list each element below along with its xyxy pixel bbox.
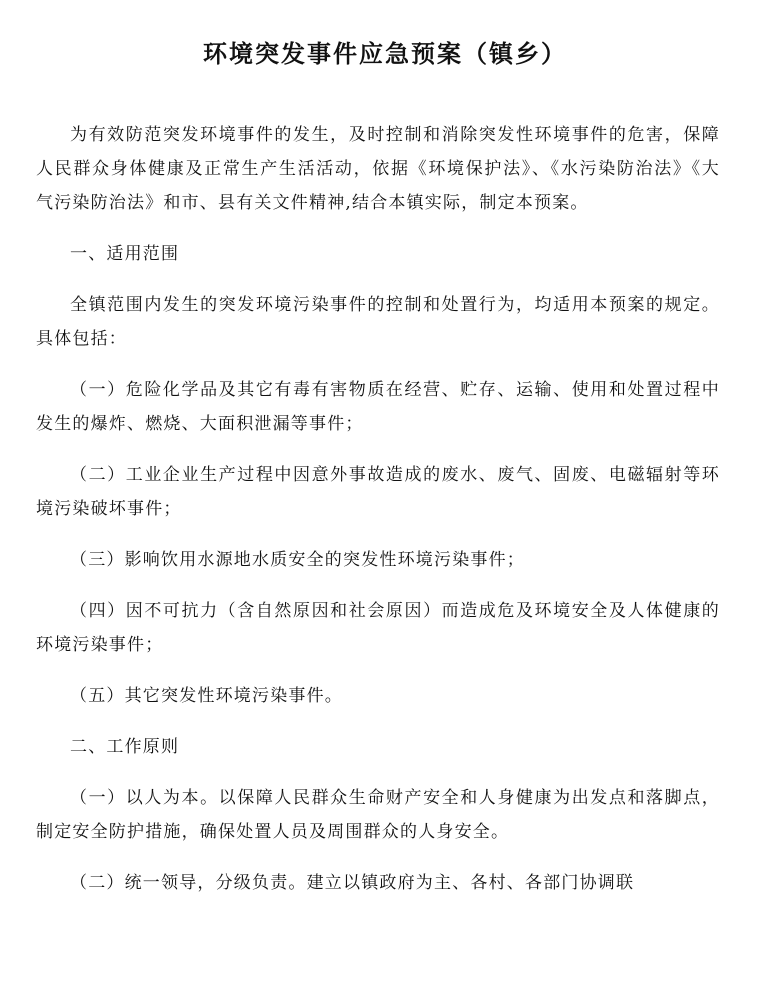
intro-paragraph: 为有效防范突发环境事件的发生，及时控制和消除突发性环境事件的危害，保障人民群众身体健康及正常生产生活活动，依据《环境保护法》、《水污染防治法》《大气污染防治法》和市、县有关文件精神,结合本镇实际，制定本预案。	[36, 125, 720, 213]
scope-item-1: （一）危险化学品及其它有毒有害物质在经营、贮存、运输、使用和处置过程中发生的爆炸、燃烧、大面积泄漏等事件；	[36, 380, 720, 434]
principle-item-2: （二）统一领导，分级负责。建立以镇政府为主、各村、各部门协调联	[70, 873, 635, 893]
scope-item-2: （二）工业企业生产过程中因意外事故造成的废水、废气、固废、电磁辐射等环境污染破坏事件；	[36, 465, 720, 519]
principle-item-1: （一）以人为本。以保障人民群众生命财产安全和人身健康为出发点和落脚点，制定安全防护措施，确保处置人员及周围群众的人身安全。	[36, 788, 720, 842]
section-heading-principles: 二、工作原则	[70, 737, 180, 757]
scope-paragraph: 全镇范围内发生的突发环境污染事件的控制和处置行为，均适用本预案的规定。具体包括：	[36, 295, 720, 349]
document-body	[36, 118, 720, 917]
scope-item-3: （三）影响饮用水源地水质安全的突发性环境污染事件；	[70, 550, 525, 570]
section-heading-scope: 一、适用范围	[70, 244, 180, 264]
scope-item-5: （五）其它突发性环境污染事件。	[70, 686, 343, 706]
document-title: 环境突发事件应急预案（镇乡）	[203, 39, 567, 68]
scope-item-4: （四）因不可抗力（含自然原因和社会原因）而造成危及环境安全及人体健康的环境污染事件；	[36, 601, 720, 655]
